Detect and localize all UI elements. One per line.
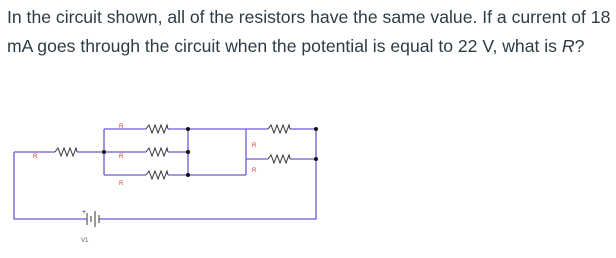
resistor-label-top: R: [119, 124, 124, 130]
resistor-series: [55, 148, 77, 156]
resistor-parallel-bottom: [146, 171, 168, 179]
node-right-top: [314, 127, 318, 131]
resistor-right-top: [268, 125, 290, 133]
resistor-parallel-top: [146, 125, 168, 133]
battery-symbol: [84, 211, 99, 227]
resistor-parallel-middle: [146, 148, 168, 156]
node-top-right: [186, 127, 190, 131]
question-text-end: ?: [574, 36, 585, 56]
circuit-wires: [14, 129, 316, 219]
node-left-mid: [102, 150, 106, 154]
node-right-bottom: [314, 157, 318, 161]
resistor-label-bottom: R: [119, 181, 124, 187]
resistor-label-right-top: R: [252, 143, 257, 149]
question-text-main: In the circuit shown, all of the resistors have the same value. If a current of 18 mA goes through the circuit when the potential is equal to 22 V, what is: [7, 7, 611, 56]
node-bottom-right: [186, 173, 190, 177]
resistor-label-series: R: [33, 154, 38, 160]
resistor-label-middle: R: [119, 154, 124, 160]
question-variable: R: [561, 36, 575, 56]
battery-plus-sign: +: [82, 209, 87, 216]
resistor-right-bottom: [268, 155, 290, 163]
battery-label: V1: [81, 238, 89, 244]
node-mid-right: [186, 150, 190, 154]
resistor-label-right-bottom: R: [252, 168, 257, 174]
